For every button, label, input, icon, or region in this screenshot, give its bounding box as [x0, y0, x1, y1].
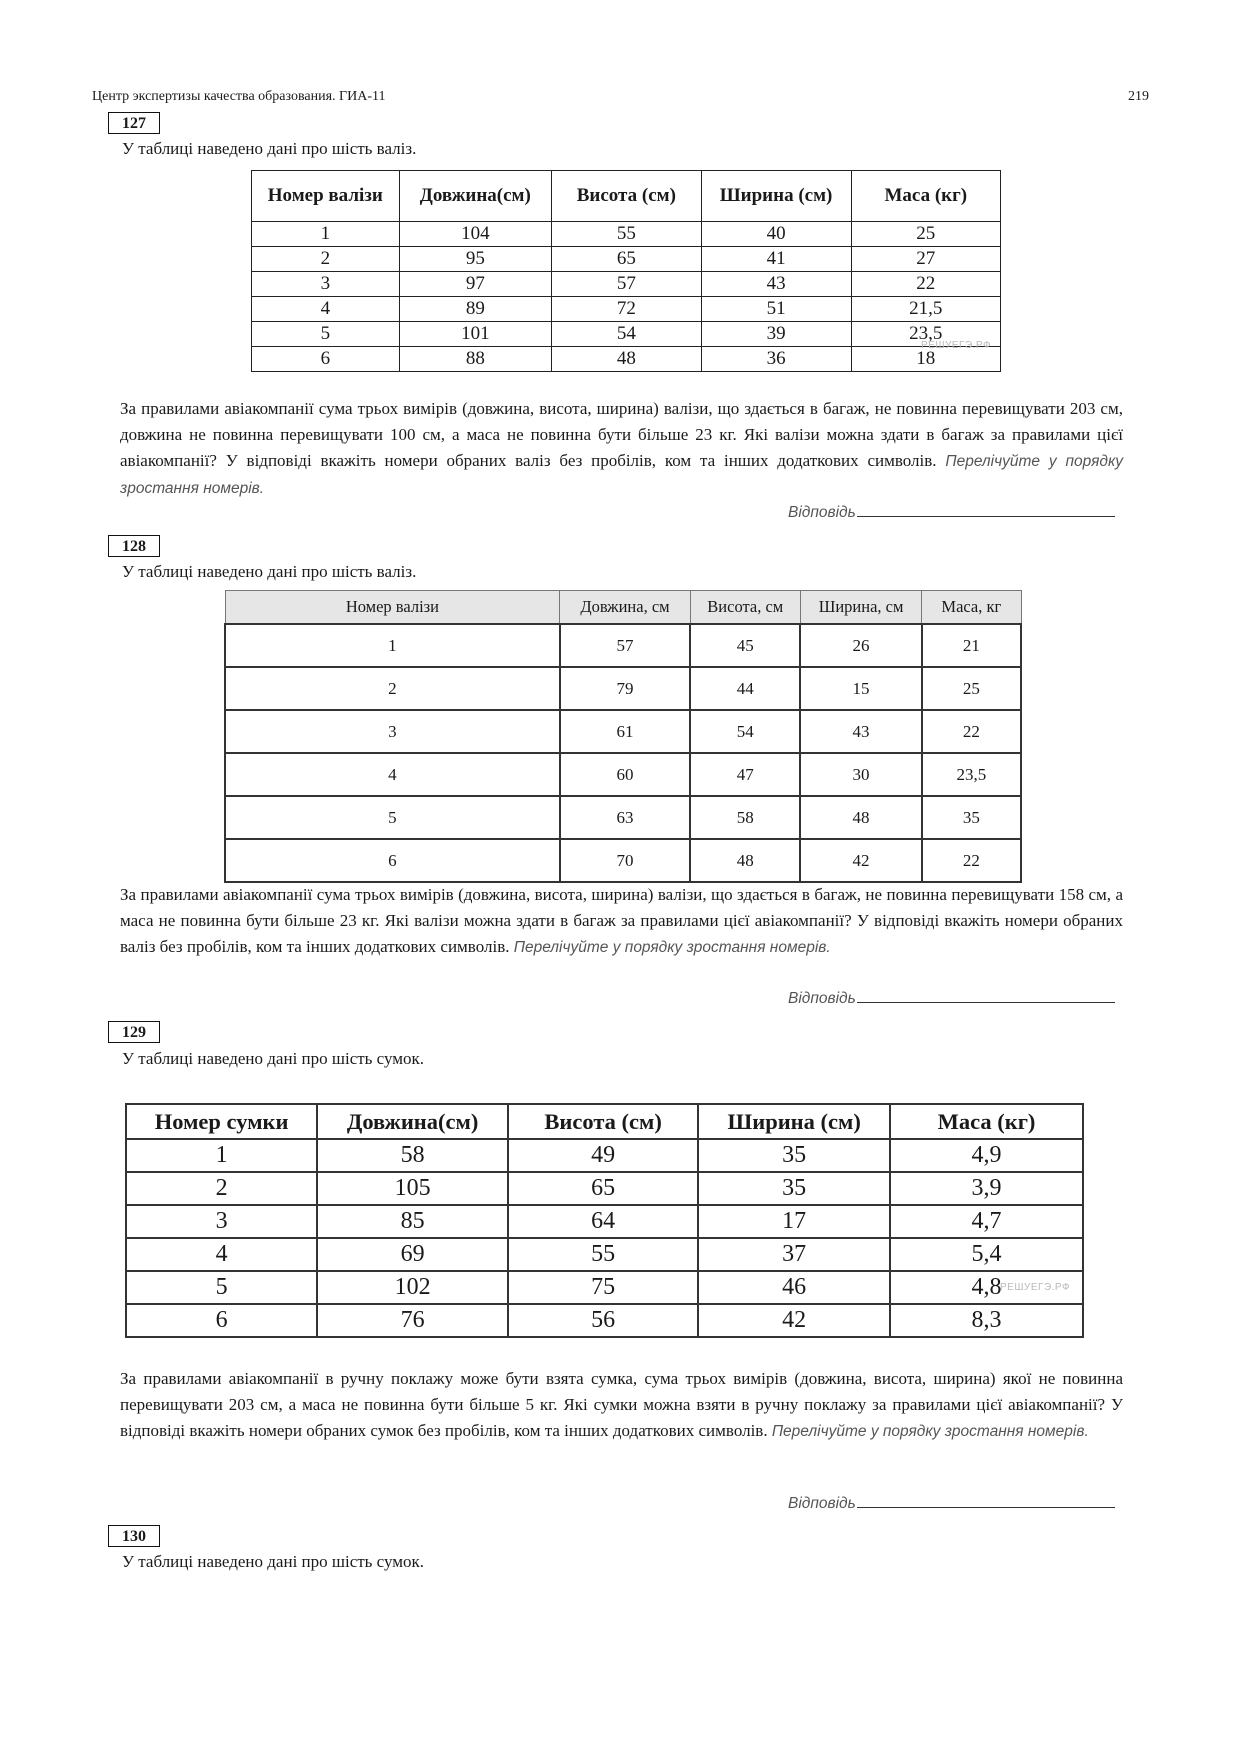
table-cell: 3 [225, 710, 560, 753]
table-cell: 41 [701, 247, 851, 272]
table-cell: 56 [508, 1304, 698, 1337]
task-number-128: 128 [108, 535, 160, 557]
table-cell: 43 [800, 710, 921, 753]
table-row [225, 796, 1021, 839]
task-hint: Перелічуйте у порядку зростання номерів. [513, 939, 831, 956]
answer-field[interactable] [857, 502, 1115, 517]
table-cell: 3,9 [890, 1172, 1083, 1205]
table-cell: 4,9 [890, 1139, 1083, 1172]
table-cell: 5 [126, 1271, 317, 1304]
table-cell: 75 [508, 1271, 698, 1304]
table-cell: 57 [552, 272, 702, 297]
table-cell: 6 [126, 1304, 317, 1337]
table-cell: 25 [851, 222, 1000, 247]
table-cell: 45 [690, 624, 800, 667]
table-cell: 35 [698, 1139, 890, 1172]
table-cell: 2 [252, 247, 400, 272]
table-cell: 105 [317, 1172, 508, 1205]
table-cell: 23,5 [922, 753, 1021, 796]
column-header: Маса (кг) [890, 1104, 1083, 1139]
table-cell: 6 [252, 347, 400, 372]
table-cell: 43 [701, 272, 851, 297]
table-row [225, 624, 1021, 667]
table-cell: 72 [552, 297, 702, 322]
table-cell: 3 [252, 272, 400, 297]
table-cell: 58 [690, 796, 800, 839]
table-row [225, 839, 1021, 882]
table-cell: 46 [698, 1271, 890, 1304]
column-header: Довжина(см) [399, 171, 551, 222]
task-intro-128: У таблиці наведено дані про шість валіз. [122, 562, 417, 581]
table-row [225, 710, 1021, 753]
column-header: Довжина(см) [317, 1104, 508, 1139]
table-cell: 4 [252, 297, 400, 322]
column-header: Довжина, см [560, 591, 690, 625]
table-row [126, 1271, 1083, 1304]
task-intro-130: У таблиці наведено дані про шість сумок. [122, 1552, 425, 1571]
table-row [225, 753, 1021, 796]
table-cell: 42 [698, 1304, 890, 1337]
answer-label: Відповідь [788, 1495, 856, 1512]
task-text: За правилами авіакомпанії в ручну поклажу може бути взята сумка, сума трьох вимірів (довжина, висота, ширина) якої не повинна перевищувати 203 см, а маса не повинна бути більше 5 кг. Які сумки можна взяти в ручну поклажу за правилами цієї авіакомпанії? У відповіді вкажіть номери обраних сумок без пробілів, ком та інших додаткових символів. [120, 1369, 1123, 1440]
table-cell: 26 [800, 624, 921, 667]
table-cell: 15 [800, 667, 921, 710]
column-header: Ширина, см [800, 591, 921, 625]
task-text-129 [120, 1366, 1123, 1445]
table-header-row [252, 171, 1001, 222]
table-cell: 22 [922, 710, 1021, 753]
column-header: Номер сумки [126, 1104, 317, 1139]
table-cell: 54 [552, 322, 702, 347]
table-cell: 23,5 [851, 322, 1000, 347]
table-header-row [225, 591, 1021, 625]
table-row [252, 297, 1001, 322]
answer-line-129 [788, 1493, 1115, 1513]
table-cell: 48 [800, 796, 921, 839]
table-cell: 25 [922, 667, 1021, 710]
table-cell: 21,5 [851, 297, 1000, 322]
table-cell: 3 [126, 1205, 317, 1238]
task-intro-129: У таблиці наведено дані про шість сумок. [122, 1049, 425, 1068]
table-cell: 8,3 [890, 1304, 1083, 1337]
table-cell: 55 [508, 1238, 698, 1271]
table-cell: 79 [560, 667, 690, 710]
table-cell: 42 [800, 839, 921, 882]
table-cell: 5 [252, 322, 400, 347]
table-cell: 1 [126, 1139, 317, 1172]
table-row [225, 667, 1021, 710]
table-cell: 58 [317, 1139, 508, 1172]
table-cell: 89 [399, 297, 551, 322]
table-cell: 48 [552, 347, 702, 372]
column-header: Маса, кг [922, 591, 1021, 625]
answer-field[interactable] [857, 988, 1115, 1003]
table-cell: 63 [560, 796, 690, 839]
table-cell: 1 [225, 624, 560, 667]
table-cell: 101 [399, 322, 551, 347]
task-hint: Перелічуйте у порядку зростання номерів. [120, 453, 1124, 497]
table-cell: 35 [698, 1172, 890, 1205]
table-cell: 21 [922, 624, 1021, 667]
table-row [252, 247, 1001, 272]
table-cell: 5,4 [890, 1238, 1083, 1271]
column-header: Маса (кг) [851, 171, 1000, 222]
table-cell: 69 [317, 1238, 508, 1271]
table-cell: 40 [701, 222, 851, 247]
table-row [126, 1238, 1083, 1271]
table-cell: 35 [922, 796, 1021, 839]
table-row [126, 1139, 1083, 1172]
table-row [252, 222, 1001, 247]
table-cell: 36 [701, 347, 851, 372]
table-cell: 4,8 [890, 1271, 1083, 1304]
answer-line-128 [788, 988, 1115, 1008]
table-cell: 70 [560, 839, 690, 882]
table-cell: 57 [560, 624, 690, 667]
suitcase-table-127 [251, 170, 1001, 372]
task-intro-127: У таблиці наведено дані про шість валіз. [122, 139, 417, 158]
table-cell: 55 [552, 222, 702, 247]
suitcase-table-128 [224, 590, 1022, 883]
table-cell: 1 [252, 222, 400, 247]
table-cell: 17 [698, 1205, 890, 1238]
column-header: Висота, см [690, 591, 800, 625]
table-cell: 104 [399, 222, 551, 247]
table-cell: 5 [225, 796, 560, 839]
table-cell: 76 [317, 1304, 508, 1337]
watermark: РЕШУЕГЭ.РФ [921, 340, 992, 351]
task-hint: Перелічуйте у порядку зростання номерів. [771, 1423, 1089, 1440]
answer-line-127 [788, 502, 1115, 522]
table-cell: 37 [698, 1238, 890, 1271]
column-header: Ширина (см) [701, 171, 851, 222]
task-number-129: 129 [108, 1021, 160, 1043]
column-header: Номер валізи [225, 591, 560, 625]
table-cell: 4 [126, 1238, 317, 1271]
column-header: Висота (см) [552, 171, 702, 222]
table-cell: 102 [317, 1271, 508, 1304]
task-number-127: 127 [108, 112, 160, 134]
table-row [252, 322, 1001, 347]
table-cell: 39 [701, 322, 851, 347]
table-cell: 2 [225, 667, 560, 710]
table-cell: 44 [690, 667, 800, 710]
table-cell: 61 [560, 710, 690, 753]
answer-label: Відповідь [788, 504, 856, 521]
table-cell: 60 [560, 753, 690, 796]
table-row [252, 272, 1001, 297]
table-cell: 51 [701, 297, 851, 322]
column-header: Номер валізи [252, 171, 400, 222]
task-number-130: 130 [108, 1525, 160, 1547]
watermark: РЕШУЕГЭ.РФ [1000, 1282, 1071, 1293]
table-cell: 22 [922, 839, 1021, 882]
table-row [126, 1304, 1083, 1337]
table-cell: 95 [399, 247, 551, 272]
bag-table-129 [125, 1103, 1084, 1338]
column-header: Висота (см) [508, 1104, 698, 1139]
table-cell: 49 [508, 1139, 698, 1172]
table-cell: 2 [126, 1172, 317, 1205]
table-cell: 4,7 [890, 1205, 1083, 1238]
table-cell: 27 [851, 247, 1000, 272]
table-row [126, 1172, 1083, 1205]
answer-field[interactable] [857, 1493, 1115, 1508]
table-cell: 6 [225, 839, 560, 882]
table-cell: 48 [690, 839, 800, 882]
task-text-127 [120, 396, 1123, 502]
table-cell: 4 [225, 753, 560, 796]
table-header-row [126, 1104, 1083, 1139]
table-cell: 85 [317, 1205, 508, 1238]
table-cell: 18 [851, 347, 1000, 372]
table-cell: 97 [399, 272, 551, 297]
page-header-title: Центр экспертизы качества образования. ГИА-11 [92, 89, 386, 104]
task-text: За правилами авіакомпанії сума трьох вимірів (довжина, висота, ширина) валізи, що здається в багаж, не повинна перевищувати 203 см, довжина не повинна перевищувати 100 см, а маса не повинна бути більше 23 кг. Які валізи можна здати в багаж за правилами цієї авіакомпанії? У відповіді вкажіть номери обраних валіз без пробілів, ком та інших додаткових символів. [120, 399, 1123, 470]
table-cell: 65 [508, 1172, 698, 1205]
table-row [252, 347, 1001, 372]
answer-label: Відповідь [788, 990, 856, 1007]
task-text: За правилами авіакомпанії сума трьох вимірів (довжина, висота, ширина) валізи, що здається в багаж, не повинна перевищувати 158 см, а маса не повинна бути більше 23 кг. Які валізи можна здати в багаж за правилами цієї авіакомпанії? У відповіді вкажіть номери обраних валіз без пробілів, ком та інших додаткових символів. [120, 885, 1123, 956]
column-header: Ширина (см) [698, 1104, 890, 1139]
table-cell: 64 [508, 1205, 698, 1238]
table-cell: 47 [690, 753, 800, 796]
table-cell: 22 [851, 272, 1000, 297]
table-row [126, 1205, 1083, 1238]
table-cell: 88 [399, 347, 551, 372]
table-cell: 54 [690, 710, 800, 753]
page-number: 219 [1128, 89, 1149, 104]
task-text-128 [120, 882, 1123, 961]
table-cell: 30 [800, 753, 921, 796]
table-cell: 65 [552, 247, 702, 272]
